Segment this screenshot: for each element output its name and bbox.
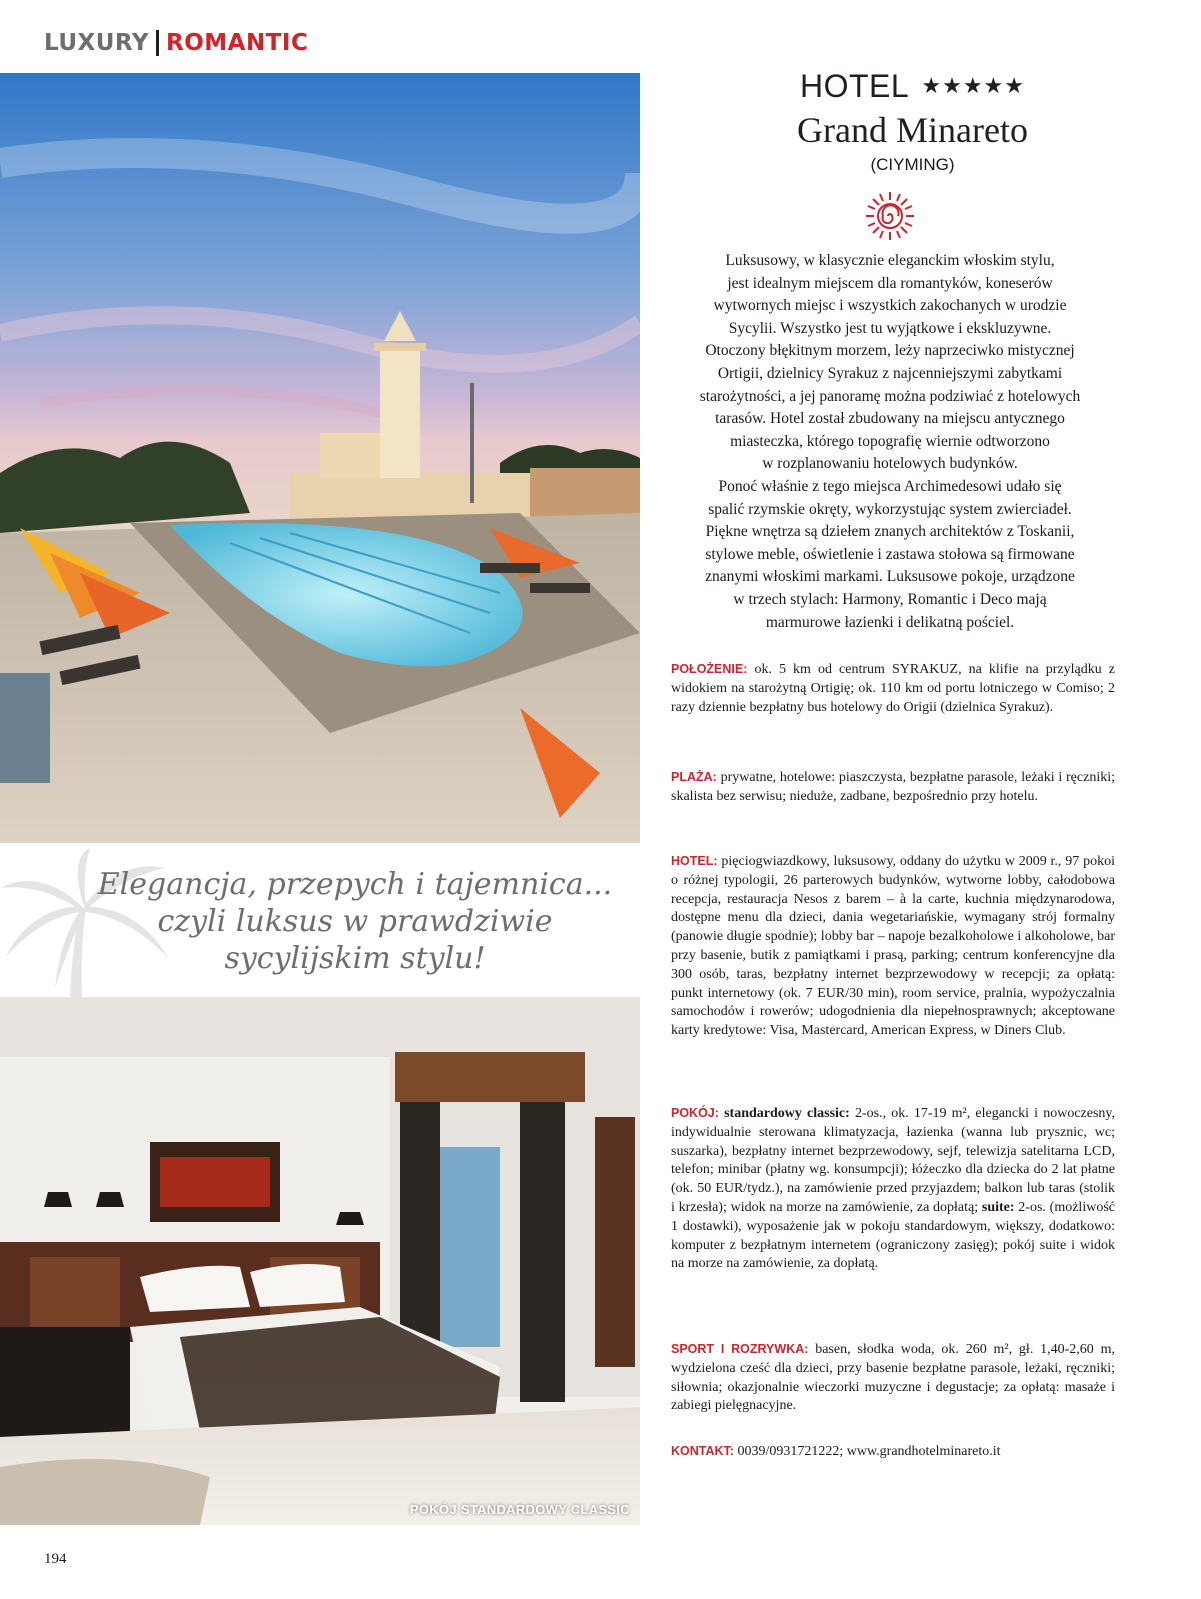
room-photo (0, 997, 640, 1525)
beach-text: prywatne, hotelowe: piaszczysta, bezpłatne parasole, leżaki i ręczniki; skalista bez serwisu; nieduże, zadbane, bezpośrednio przy hotelu. (671, 770, 1115, 804)
page-number: 194 (44, 1551, 67, 1567)
intro-line: w trzech stylach: Harmony, Romantic i Deco mają (733, 590, 1047, 608)
hotel-label: HOTEL: (671, 854, 718, 868)
intro-line: w rozplanowaniu hotelowych budynków. (762, 455, 1018, 473)
hotel-text: pięciogwiazdkowy, luksusowy, oddany do użytku w 2009 r., 97 pokoi o różnej typologii, 26 parterowych budynków, wytworne lobby, całodobowa recepcja, restauracja Nesos z barem – à la carte, kuchnia międzynarodowa, dostępne menu dla dzieci, dania wegetariańskie, wymagany strój formalny (panowie długie spodnie); lobby bar – napoje bezalkoholowe i alkoholowe, bar przy basenie, butik z pamiątkami i prasą, parking; centrum konferencyjne dla 300 osób, taras, bezpłatny internet bezprzewodowy w recepcji; za opłatą: punkt internetowy (ok. 7 EUR/30 min), room service, pralnia, wypożyczalnia samochodów i rowerów; udogodnienia dla niepełnosprawnych; akceptowane karty kredytowe: Visa, Mastercard, American Express, w Diners Club. (671, 854, 1115, 1039)
hotel-description (665, 250, 1115, 634)
intro-line: stylowe meble, oświetlenie i zastawa stołowa są firmowane (705, 545, 1075, 563)
room-standard-text: 2-os., ok. 17-19 m², elegancki i nowoczesny, indywidualnie sterowana klimatyzacja, łazienka (wanna lub prysznic, wc; suszarka), bezpłatny internet bezprzewodowy, sejf, telewizja satelitarna LCD, telefon; minibar (płatny wg. konsumpcji); łóżeczko dla dziecka do 2 lat płatne (ok. 50 EUR/tydz.), na zamówienie przed przyjazdem; balkon lub taras (stolik i krzesła); widok na morze na zamówienie, za dopłatą; (671, 1106, 1116, 1215)
intro-line: marmurowe łazienki i delikatną pościel. (765, 613, 1015, 631)
intro-line: Piękne wnętrza są dziełem znanych architektów z Toskanii, (705, 523, 1075, 541)
header-divider (156, 30, 159, 56)
intro-line: tarasów. Hotel został zbudowany na miejscu antycznego (715, 410, 1065, 428)
sport-text: basen, słodka woda, ok. 260 m², gł. 1,40-2,60 m, wydzielona cześć dla dzieci, przy basenie bezpłatne parasole, leżaki, ręczniki; siłownia; okazjonalnie wieczorki muzyczne i degustacje; za opłatą: masaże i zabiegi pielęgnacyjne. (671, 1342, 1115, 1414)
hotel-pool-photo (0, 73, 640, 843)
quote-line: sycylijskim stylu! (224, 941, 486, 976)
intro-line: znanymi włoskimi markami. Luksusowe pokoje, urządzone (705, 568, 1075, 586)
hotel-name: Grand Minareto (797, 110, 1028, 150)
section-sport (671, 1340, 1115, 1416)
category-luxury: LUXURY (44, 30, 150, 56)
sport-label: SPORT I ROZRYWKA: (671, 1342, 809, 1356)
room-label: POKÓJ: (671, 1106, 719, 1120)
intro-line: Luksusowy, w klasycznie eleganckim włoskim stylu, (725, 252, 1055, 269)
room-illustration (0, 997, 640, 1525)
intro-line: spalić rzymskie okręty, wykorzystując system zwierciadeł. (708, 500, 1072, 518)
intro-line: jest idealnym miejscem dla romantyków, koneserów (727, 274, 1053, 292)
sun-icon (864, 190, 916, 242)
quote (95, 866, 615, 977)
hotel-title-block (645, 68, 1180, 175)
intro-line: Otoczony błękitnym morzem, leży naprzeciwko mistycznej (705, 342, 1075, 360)
intro-line: miasteczka, którego topografię wiernie odtworzono (730, 432, 1050, 450)
beach-label: PLAŻA: (671, 770, 717, 784)
section-header (44, 26, 308, 60)
room-standard-name: standardowy classic: (724, 1106, 850, 1121)
hotel-type: HOTEL (799, 68, 908, 104)
room-photo-caption: POKÓJ STANDARDOWY CLASSIC (409, 1502, 630, 1517)
room-suite-name: suite: (981, 1199, 1015, 1215)
location-label: POŁOŻENIE: (671, 662, 748, 676)
section-contact (671, 1442, 1115, 1462)
star-rating: ★★★★★ (921, 73, 1025, 98)
intro-line: Sycylii. Wszystko jest tu wyjątkowe i ekskluzywne. (728, 319, 1052, 337)
section-hotel (671, 852, 1115, 1041)
room-suite-text: 2-os. (możliwość 1 dostawki), wyposażenie jak w pokoju standardowym, większy, dodatkowo: komputer z bezpłatnym internetem (ograniczony zasięg); pokój suite i widok na morze na zamówienie, za dopłatą. (671, 1199, 1115, 1272)
hotel-code: (CIYMING) (870, 155, 955, 174)
contact-text: 0039/0931721222; www.grandhotelminareto.it (733, 1444, 1001, 1459)
intro-line: Ortigii, dzielnicy Syrakuz z najcenniejszymi zabytkami (717, 364, 1063, 382)
quote-line: Elegancja, przepych i tajemnica... (97, 867, 613, 902)
quote-line: czyli luksus w prawdziwie (157, 904, 553, 939)
section-beach (671, 768, 1115, 807)
section-location (671, 660, 1115, 717)
contact-label: KONTAKT: (671, 1444, 734, 1458)
hotel-type-line (645, 68, 1180, 105)
intro-line: starożytności, a jej panoramę można podziwiać z hotelowych (699, 387, 1081, 405)
location-text: ok. 5 km od centrum SYRAKUZ, na klifie na przylądku z widokiem na starożytną Ortigię; ok. 110 km od portu lotniczego w Comiso; 2 razy dziennie bezpłatny bus hotelowy do Origii (dzielnica Syrakuz). (671, 662, 1115, 715)
intro-line: wytwornych miejsc i wszystkich zakochanych w urodzie (713, 297, 1067, 315)
intro-line: Ponoć właśnie z tego miejsca Archimedesowi udało się (718, 477, 1062, 495)
category-romantic: ROMANTIC (166, 30, 309, 56)
section-room (671, 1104, 1115, 1274)
pool-illustration (0, 73, 640, 843)
